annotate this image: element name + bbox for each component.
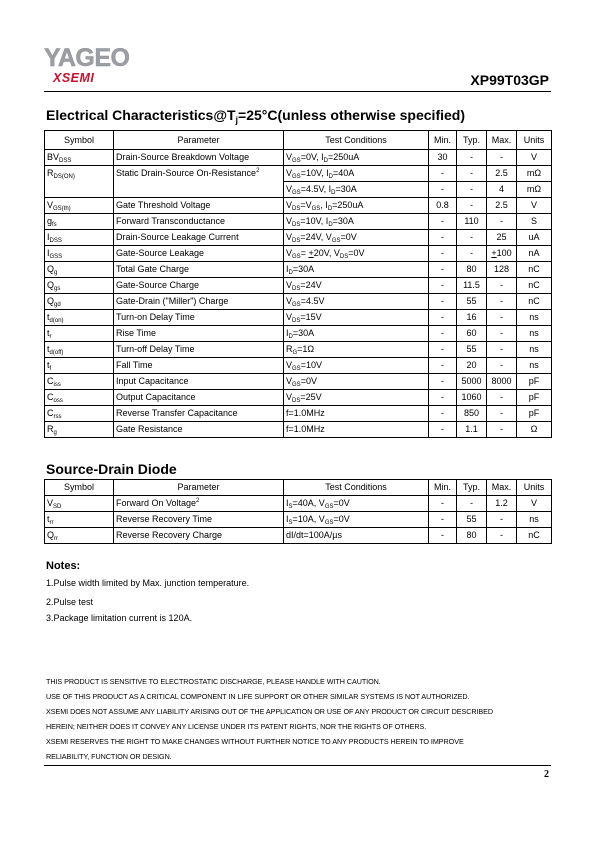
table-header-row [45,480,552,496]
table-header-row [45,131,552,150]
company-logo [44,46,154,88]
symbol-letter: Q [47,280,55,290]
symbol-letter: R [47,424,54,434]
cell-test-conditions: $V_{DS}=10V$, $I_D=30A$ [284,214,429,230]
cell-test-conditions: $V_{GS}=10V$, $I_D=40A$ [284,166,429,182]
table-row [45,278,552,294]
symbol-subscript: d(on) [49,318,64,324]
symbol-subscript: oss [53,398,63,404]
header-min: Min. [429,131,457,150]
cell-test-conditions: $V_{DS}=15V$ [284,310,429,326]
cell-typ: 850 [457,406,487,422]
disclaimer-line: XSEMI DOES NOT ASSUME ANY LIABILITY ARISING OUT OF THE APPLICATION OR USE OF ANY PRODUCT OR CIRCUIT DESCRIBED [46,707,494,716]
symbol-subscript: g [54,270,58,276]
cell-typ: 11.5 [457,278,487,294]
cell-test-conditions: $V_{DS}=24V$ [284,278,429,294]
symbol-subscript: r [49,334,52,340]
cell-symbol [45,262,114,278]
cell-test-conditions: $R_G=1\Omega$ [284,342,429,358]
table-row [45,230,552,246]
symbol-subscript: g [53,430,57,436]
cell-typ: 55 [457,512,487,528]
cell-max: - [487,390,517,406]
cell-max: 8000 [487,374,517,390]
cell-symbol [45,166,114,198]
cell-test-conditions: $V_{DS}=25V$ [284,390,429,406]
symbol-letter: t [47,514,50,524]
header-parameter: Parameter [114,131,284,150]
cell-max: - [487,528,517,544]
header-test-conditions: Test Conditions [284,480,429,496]
symbol-letter: Q [47,264,55,274]
cell-parameter: Turn-on Delay Time [114,310,284,326]
cell-test-conditions: $V_{DS}=V_{GS}$, $I_D=250uA$ [284,198,429,214]
cell-typ: 1060 [457,390,487,406]
cell-parameter: Reverse Transfer Capacitance [114,406,284,422]
cell-min: - [429,512,457,528]
cell-units: mΩ [517,182,552,198]
footer-rule [44,765,551,766]
diode-table-body [45,496,552,544]
cell-min: - [429,310,457,326]
disclaimer-line: THIS PRODUCT IS SENSITIVE TO ELECTROSTATIC DISCHARGE, PLEASE HANDLE WITH CAUTION. [46,677,381,686]
cell-max: - [487,342,517,358]
header-typ: Typ. [457,480,487,496]
symbol-subscript: gs [54,286,61,292]
electrical-table-body [45,150,552,438]
cell-max: 2.5 [487,166,517,182]
cell-parameter: Gate-Source Charge [114,278,284,294]
symbol-letter: t [47,312,50,322]
symbol-subscript: DSS [49,238,62,244]
cell-min: - [429,496,457,512]
cell-max: 1.2 [487,496,517,512]
header-test-conditions: Test Conditions [284,131,429,150]
cell-test-conditions: $V_{GS}=4.5V$, $I_D=30A$ [284,182,429,198]
cell-parameter: Gate-Source Leakage [114,246,284,262]
cell-symbol [45,294,114,310]
symbol-letter: C [47,392,54,402]
cell-units: ns [517,326,552,342]
cell-typ: - [457,182,487,198]
note-item: 3.Package limitation current is 120A. [46,613,193,623]
cell-max: - [487,326,517,342]
cell-test-conditions: $V_{GS}=10V$ [284,358,429,374]
symbol-subscript: d(off) [49,350,64,356]
cell-max: - [487,358,517,374]
symbol-letter: V [47,200,54,210]
cell-min: - [429,326,457,342]
symbol-letter: Q [47,296,55,306]
symbol-subscript: f [49,366,52,372]
cell-symbol [45,342,114,358]
disclaimer-line: USE OF THIS PRODUCT AS A CRITICAL COMPONENT IN LIFE SUPPORT OR OTHER SIMILAR SYSTEMS IS NOT AUTHORIZED. [46,692,470,701]
cell-typ: - [457,230,487,246]
cell-min: - [429,166,457,182]
cell-parameter: Output Capacitance [114,390,284,406]
cell-test-conditions: f=1.0MHz [284,406,429,422]
cell-parameter: Reverse Recovery Charge [114,528,284,544]
cell-min: - [429,262,457,278]
cell-symbol [45,230,114,246]
cell-typ: 55 [457,294,487,310]
cell-max: - [487,278,517,294]
symbol-letter: t [47,344,50,354]
table-row [45,150,552,166]
cell-units: ns [517,342,552,358]
cell-test-conditions: $V_{GS}=0V$, $I_D=250uA$ [284,150,429,166]
cell-min: - [429,214,457,230]
cell-test-conditions: $I_D=30A$ [284,326,429,342]
cell-symbol [45,422,114,438]
symbol-subscript: SD [53,504,62,510]
table-row [45,310,552,326]
cell-min: - [429,182,457,198]
cell-min: - [429,342,457,358]
symbol-subscript: DSS [59,158,72,164]
table-row [45,246,552,262]
cell-typ: 80 [457,528,487,544]
source-drain-diode-table [44,479,552,544]
symbol-letter: t [47,328,50,338]
cell-typ: 16 [457,310,487,326]
cell-parameter: Fall Time [114,358,284,374]
cell-typ: 20 [457,358,487,374]
table-row [45,422,552,438]
symbol-subscript: GS(th) [53,206,71,212]
header-max: Max. [487,480,517,496]
cell-parameter: Rise Time [114,326,284,342]
cell-test-conditions: dI/dt=100A/µs [284,528,429,544]
table-row [45,166,552,182]
cell-units: mΩ [517,166,552,182]
cell-units: ns [517,358,552,374]
cell-min: - [429,406,457,422]
electrical-characteristics-title: Electrical $Characteristics@T_j=25^\circ C(unless$ otherwise specified) [46,107,465,125]
cell-symbol [45,214,114,230]
cell-units: pF [517,374,552,390]
cell-symbol [45,310,114,326]
cell-test-conditions: $V_{GS}=0V$ [284,374,429,390]
table-row [45,374,552,390]
cell-units: V [517,496,552,512]
cell-symbol [45,512,114,528]
cell-units: ns [517,512,552,528]
cell-min: 0.8 [429,198,457,214]
header-rule [44,91,551,92]
symbol-subscript: gd [54,302,61,308]
header-min: Min. [429,480,457,496]
electrical-characteristics-table [44,130,552,438]
cell-units: Ω [517,422,552,438]
symbol-subscript: rss [53,414,62,420]
source-drain-diode-title: Source-Drain Diode [46,461,177,477]
table-row [45,390,552,406]
cell-typ: - [457,246,487,262]
cell-max: - [487,310,517,326]
cell-parameter: Drain-Source Breakdown Voltage [114,150,284,166]
header-typ: Typ. [457,131,487,150]
cell-typ: 55 [457,342,487,358]
cell-parameter: Static Drain-Source On-Resistance$^2$ [114,166,284,198]
cell-max: 128 [487,262,517,278]
header-parameter: Parameter [114,480,284,496]
symbol-subscript: rr [54,536,59,542]
cell-max: 4 [487,182,517,198]
cell-typ: - [457,150,487,166]
notes-title: Notes: [46,560,81,572]
cell-symbol [45,278,114,294]
cell-min: - [429,230,457,246]
cell-units: S [517,214,552,230]
cell-max: - [487,214,517,230]
cell-parameter: Turn-off Delay Time [114,342,284,358]
cell-min: 30 [429,150,457,166]
cell-symbol [45,326,114,342]
cell-symbol [45,150,114,166]
header-units: Units [517,131,552,150]
symbol-letter: Q [47,530,55,540]
header-symbol: Symbol [45,131,114,150]
cell-parameter: Gate-Drain ("Miller") Charge [114,294,284,310]
cell-units: V [517,198,552,214]
cell-min: - [429,246,457,262]
cell-typ: - [457,496,487,512]
note-item: 2.Pulse test [46,597,94,607]
symbol-letter: V [47,498,54,508]
cell-typ: - [457,166,487,182]
cell-parameter: Reverse Recovery Time [114,512,284,528]
disclaimer-line: RELIABILITY, FUNCTION OR DESIGN. [46,752,172,761]
cell-symbol [45,358,114,374]
symbol-letter: I [47,232,50,242]
cell-min: - [429,422,457,438]
header-max: Max. [487,131,517,150]
cell-max: 2.5 [487,198,517,214]
cell-min: - [429,528,457,544]
table-row [45,214,552,230]
cell-typ: 1.1 [457,422,487,438]
cell-units: nC [517,278,552,294]
table-row [45,406,552,422]
cell-test-conditions: $I_S=40A$, $V_{GS}=0V$ [284,496,429,512]
cell-typ: 80 [457,262,487,278]
cell-typ: 110 [457,214,487,230]
cell-symbol [45,374,114,390]
symbol-subscript: GSS [49,254,63,260]
cell-min: - [429,358,457,374]
symbol-letter: C [47,376,54,386]
note-item: 1.Pulse width limited by Max. junction temperature. [46,578,250,588]
cell-test-conditions: $V_{GS}= +20V$, $V_{DS}=0V$ [284,246,429,262]
cell-symbol [45,246,114,262]
table-row [45,512,552,528]
cell-units: ns [517,310,552,326]
part-number: XP99T03GP [470,72,549,88]
cell-parameter: Gate Resistance [114,422,284,438]
cell-parameter: Forward On Voltage$^2$ [114,496,284,512]
table-row [45,326,552,342]
cell-units: nA [517,246,552,262]
cell-max: - [487,406,517,422]
cell-test-conditions: $V_{DS}=24V$, $V_{GS}=0V$ [284,230,429,246]
cell-test-conditions: f=1.0MHz [284,422,429,438]
cell-parameter: Total Gate Charge [114,262,284,278]
cell-symbol [45,496,114,512]
cell-min: - [429,294,457,310]
table-row [45,198,552,214]
cell-max: - [487,422,517,438]
table-row [45,294,552,310]
symbol-subscript: iss [53,382,61,388]
cell-max: 25 [487,230,517,246]
cell-symbol [45,406,114,422]
table-row [45,496,552,512]
cell-max: - [487,150,517,166]
cell-parameter: Forward Transconductance [114,214,284,230]
cell-max: - [487,294,517,310]
cell-typ: 5000 [457,374,487,390]
table-row [45,342,552,358]
symbol-subscript: rr [49,520,54,526]
symbol-letter: R [47,168,54,178]
cell-max: +100 [487,246,517,262]
symbol-letter: BV [47,152,60,162]
table-row [45,262,552,278]
table-row [45,528,552,544]
cell-units: V [517,150,552,166]
symbol-subscript: fs [52,222,57,228]
cell-symbol [45,198,114,214]
logo-brand: YAGEO [44,44,130,72]
cell-units: nC [517,262,552,278]
cell-test-conditions: $I_S=10A$, $V_{GS}=0V$ [284,512,429,528]
cell-min: - [429,374,457,390]
header-symbol: Symbol [45,480,114,496]
cell-parameter: Input Capacitance [114,374,284,390]
cell-min: - [429,390,457,406]
page-number: 2 [544,769,549,780]
disclaimer-line: XSEMI RESERVES THE RIGHT TO MAKE CHANGES WITHOUT FURTHER NOTICE TO ANY PRODUCTS HEREIN TO IMPROVE [46,737,464,746]
disclaimer-line: HEREIN; NEITHER DOES IT CONVEY ANY LICENSE UNDER ITS PATENT RIGHTS, NOR THE RIGHTS OF OTHERS. [46,722,427,731]
symbol-subscript: DS(ON) [53,174,75,180]
symbol-letter: C [47,408,54,418]
cell-parameter: Gate Threshold Voltage [114,198,284,214]
logo-sub-brand: XSEMI [53,71,95,85]
cell-typ: 60 [457,326,487,342]
cell-units: pF [517,406,552,422]
symbol-letter: g [47,216,53,226]
cell-typ: - [457,198,487,214]
cell-parameter: Drain-Source Leakage Current [114,230,284,246]
cell-units: nC [517,528,552,544]
cell-symbol [45,528,114,544]
cell-units: uA [517,230,552,246]
symbol-letter: I [47,248,50,258]
cell-test-conditions: $V_{GS}=4.5V$ [284,294,429,310]
cell-units: pF [517,390,552,406]
cell-symbol [45,390,114,406]
cell-test-conditions: $I_D=30A$ [284,262,429,278]
cell-min: - [429,278,457,294]
symbol-letter: t [47,360,50,370]
cell-max: - [487,512,517,528]
cell-units: nC [517,294,552,310]
header-units: Units [517,480,552,496]
table-row [45,358,552,374]
